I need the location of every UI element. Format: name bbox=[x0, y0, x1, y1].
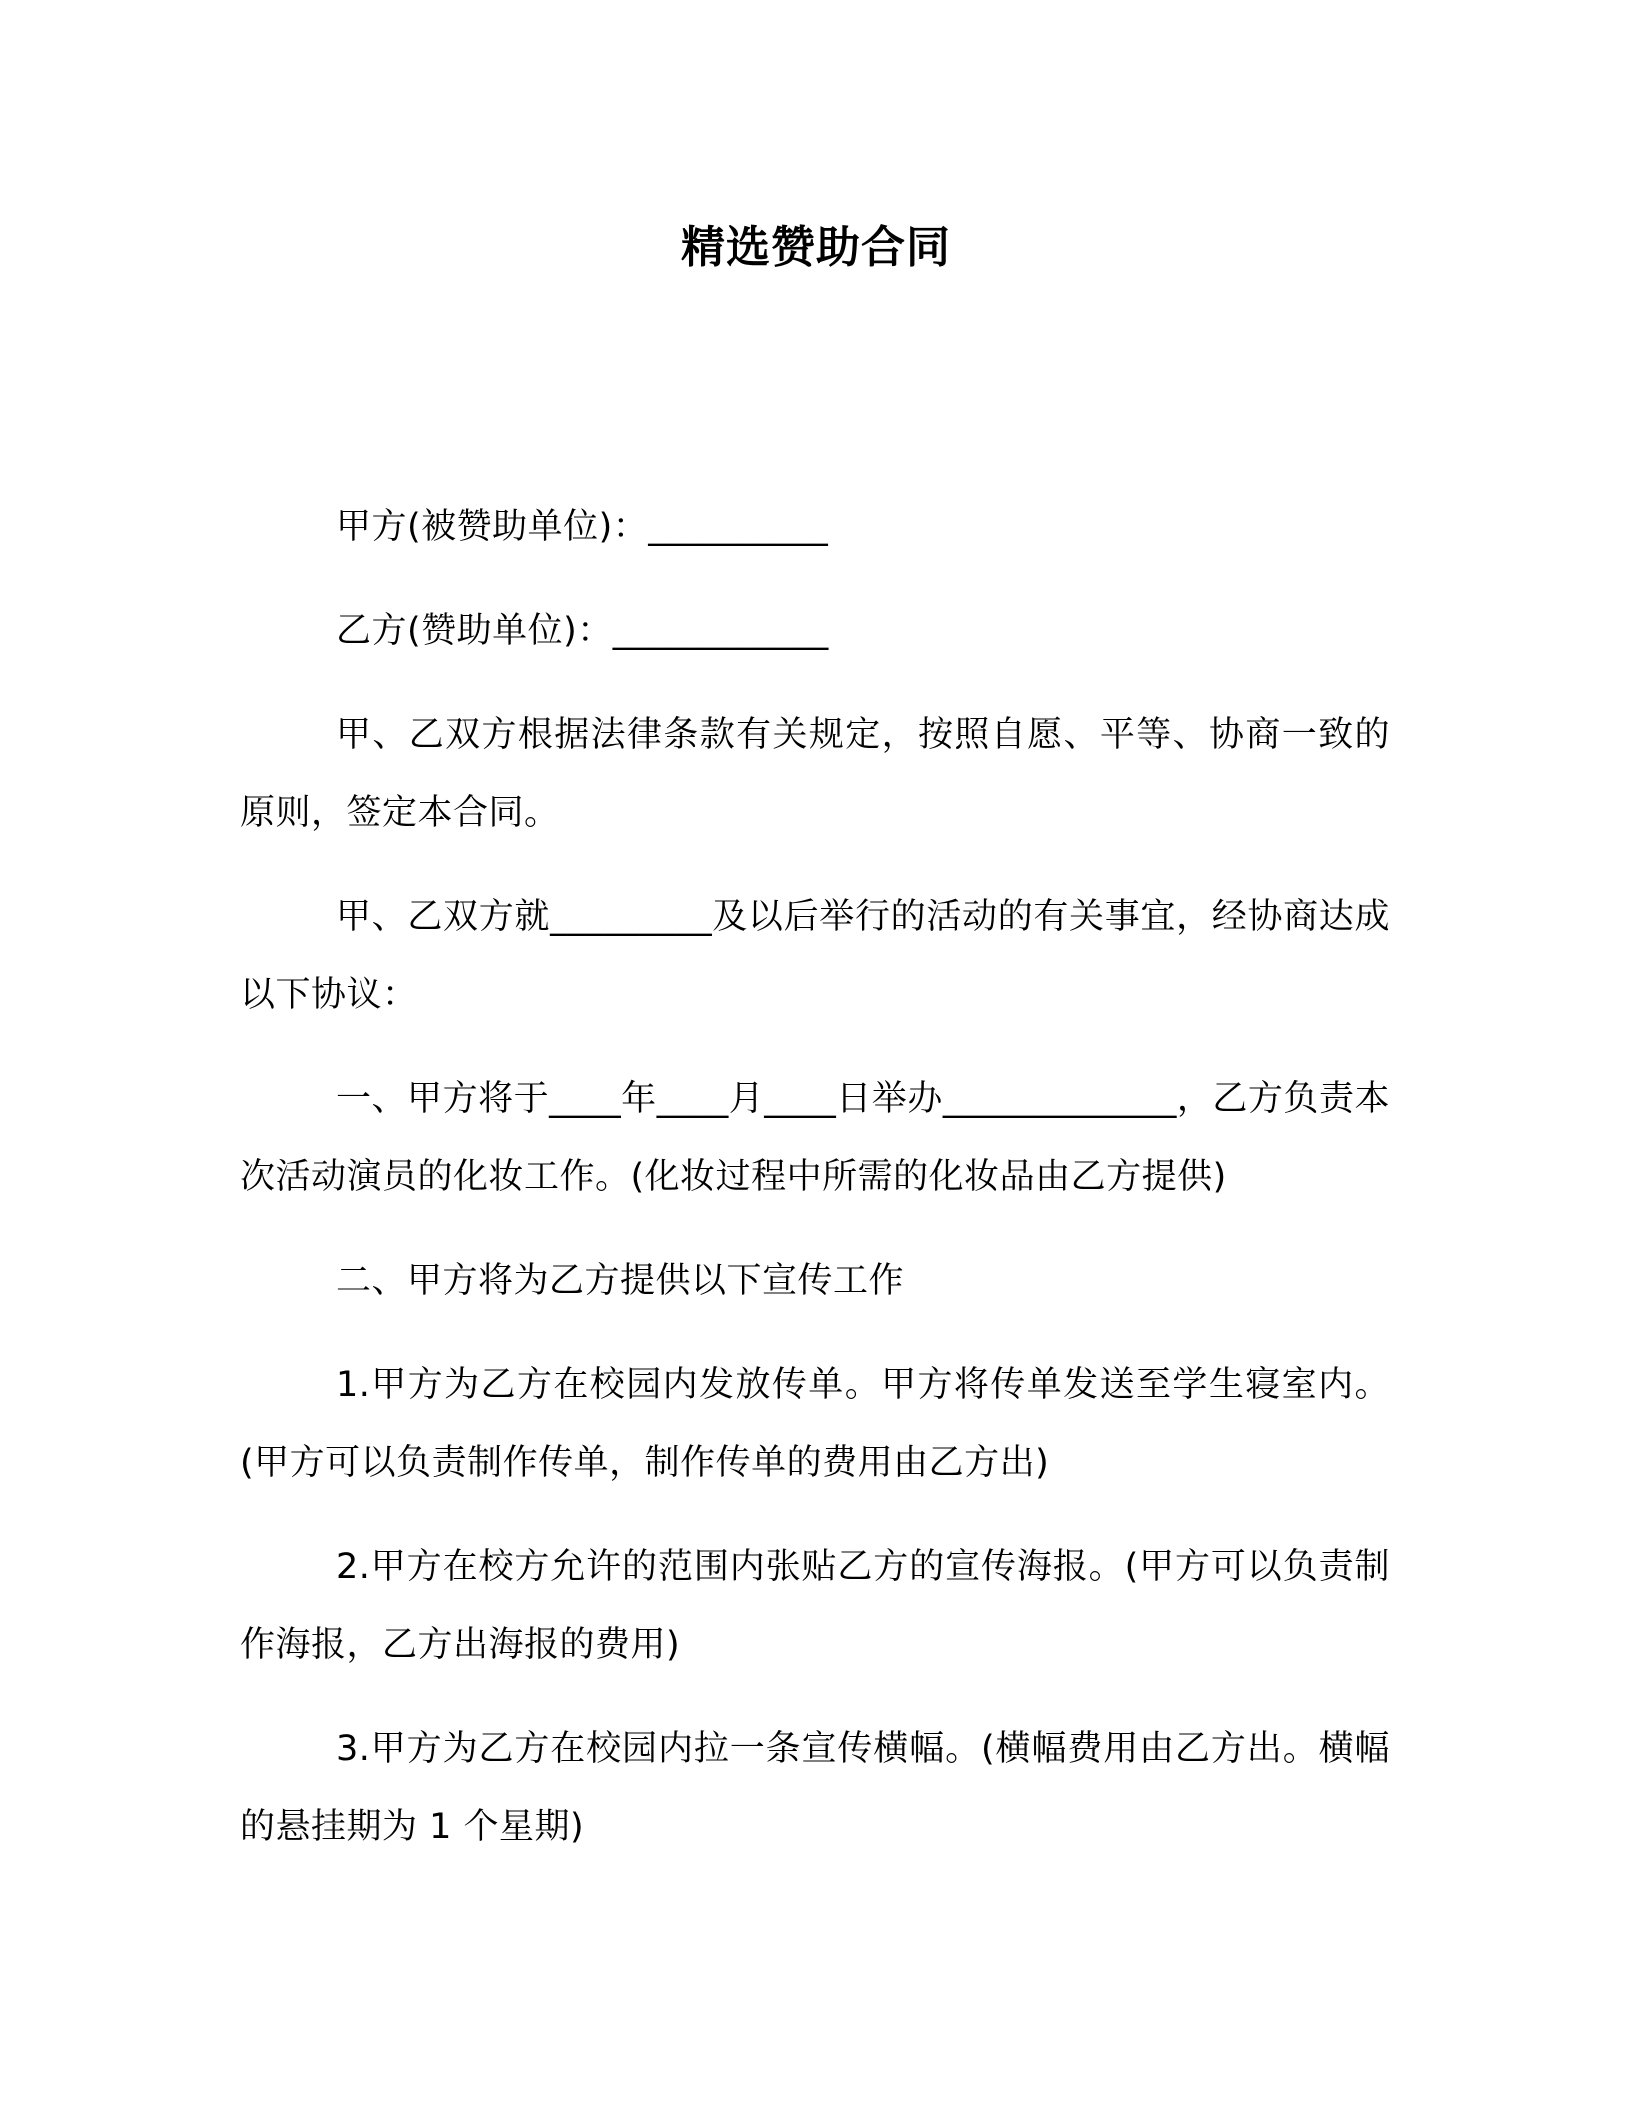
party-a-line: 甲方(被赞助单位)：__________ bbox=[336, 507, 829, 547]
clause-2-item-1: 1.甲方为乙方在校园内发放传单。甲方将传单发送至学生寝室内。(甲方可以负责制作传单，制作传单的费用由乙方出) bbox=[240, 1365, 1390, 1483]
clause-2-heading: 二、甲方将为乙方提供以下宣传工作 bbox=[336, 1261, 905, 1301]
document-title: 精选赞助合同 bbox=[681, 222, 951, 273]
clause-2-item-3: 3.甲方为乙方在校园内拉一条宣传横幅。(横幅费用由乙方出。横幅的悬挂期为 1 个星期) bbox=[240, 1729, 1390, 1847]
clause-2-item-2: 2.甲方在校方允许的范围内张贴乙方的宣传海报。(甲方可以负责制作海报，乙方出海报的费用) bbox=[240, 1547, 1390, 1665]
document-body bbox=[240, 488, 1390, 1892]
party-b-line: 乙方(赞助单位)：____________ bbox=[336, 611, 829, 651]
clause-1-paragraph: 一、甲方将于____年____月____日举办_____________，乙方负责本次活动演员的化妆工作。(化妆过程中所需的化妆品由乙方提供) bbox=[240, 1079, 1390, 1197]
preamble-paragraph: 甲、乙双方根据法律条款有关规定，按照自愿、平等、协商一致的原则，签定本合同。 bbox=[240, 715, 1390, 833]
agreement-intro-paragraph: 甲、乙双方就_________及以后举行的活动的有关事宜，经协商达成以下协议： bbox=[240, 897, 1390, 1015]
